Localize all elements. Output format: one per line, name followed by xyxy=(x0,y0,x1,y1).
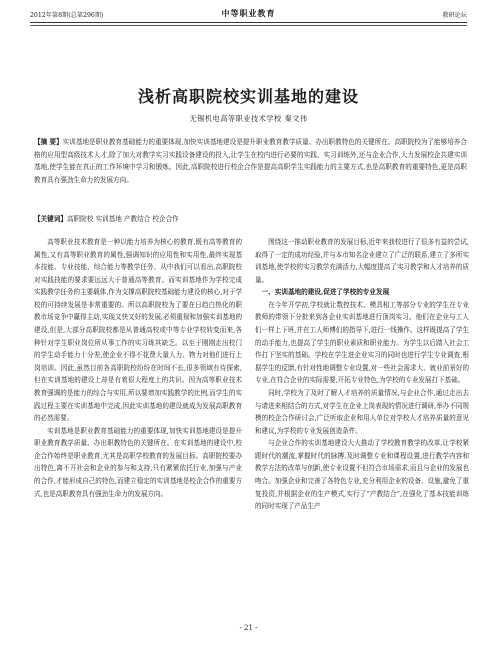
keywords-label: 【关键词】 xyxy=(34,215,67,223)
abstract-text: 实训基地是职业教育基础能力的重要体现,加快实训基地建设是提升职业教育教学质量、办出职教特色的关键所在。高职院校为了能够培养合格的应用型高级技术人才,除了加大对教学实习实践设备建设的投入,让学生在校内进行必要的实践、实习训练外,还与企业合作,大力发展校企共建实训基地,使学生能在真正的工作环境中学习和锻炼。因此,高职院校进行校企合作是提高高职学生实践能力的主要方式,也是高职教育的重要特色,更是高职教育具有强劲生命力的发展方向。 xyxy=(34,138,467,184)
section-heading: 一、实训基地的建设,促进了学校的专业发展 xyxy=(261,288,390,297)
abstract-label: 【摘 要】 xyxy=(34,138,63,146)
left-column xyxy=(34,236,242,500)
body-paragraph: 同时,学校为了及时了解人才培养的质量情况,与企业合作,通过走出去与请进来相结合的方式,对学生在企业上岗表现的情况进行调研,举办不同规模的校企合作研讨会,广泛听取企业和用人单位对学校人才培养质量的意见和建议,为学校的专业发展创造条件。 xyxy=(255,388,469,435)
abstract xyxy=(34,136,467,186)
body-paragraph: 在今年开学初,学校就让数控技术、模具相工等部分专业的学生在专业教师的带领下分批来到各企业实训基地进行顶岗实习。他们在企业与工人们一样上下班,并在工人师傅们的指导下,进行一线操作。这样既提高了学生的动手能力,也提高了学生的职业素质和职业能力。为学生以后踏入社会工作打下坚实的基础。学校在学生进企业实习的同时也进行学生专业调查,根据学生的反馈,有针对性地调整专业设置,对一些社会需求大、就业前景好的专业,在符合企业的实际需要,开拓专业特色,为学校的专业发展打下基础。 xyxy=(255,300,469,385)
running-header xyxy=(30,8,467,20)
right-column xyxy=(255,236,469,513)
body-paragraph: 实训基地是职业教育基础能力的重要体现,加快实训基地建设是提升职业教育教学质量、办出职教特色的关键所在。在实训基地的建设中,校企合作始终是职业教育,尤其是高职学校教育的发展目标。高职院校要办出特色,离不开社会和企业的参与和支持,只有紧紧依托行业,加强与产业的合作,才能形成自己的特色,而建立稳定的实训基地是校企合作的重要方式,也是高职教育具有强劲生命力的发展方向。 xyxy=(34,426,242,498)
section-name: 教研论坛 xyxy=(442,12,467,19)
body-paragraph: 围绕这一推动职业教育的发展目标,近年来我校进行了很多有益的尝试,取得了一定的成功经验,并与本市知名企业建立了广泛的联系,建立了多所实训基地,使学校的实习教学充满活力,大幅度提高了实习教学和人才培养的质量。 xyxy=(255,238,469,284)
article-title: 浅析高职院校实训基地的建设 xyxy=(137,87,359,106)
header-rule-thin xyxy=(30,25,467,26)
issue-info: 2012年第8期(总第296期) xyxy=(30,12,104,19)
keywords-text: 高职院校 实训基地 产教结合 校企合作 xyxy=(66,215,179,223)
header-rule-thick xyxy=(30,22,467,23)
page-number: - 21 - xyxy=(239,624,258,632)
article-author: 无锡机电高等职业技术学校 秦文伟 xyxy=(189,114,308,123)
journal-name: 中等职业教育 xyxy=(221,8,276,18)
body-paragraph: 高等职业技术教育是一种以能力培养为核心的教育,既有高等教育的属性,又有高等职业教育的属性,强调知识的应用性和实用性,最终实现基本技能、专业技能、综合能力等教学任务。从中我们可以看出,高职院校对实践技能的要求要远远大于普通高等教育。而实训基地作为学校完成实践教学任务的主要载体,作为支撑高职院校基础能力建设的核心,对于学校的可持续发展是非常重要的。所以高职院校为了要在日趋白热化的职教市场竞争中赢得主动,实现又快又好的发展,必须重视和加强实训基地的建设,但是,大部分高职院校都是从普通高校或中等专业学校转变而来,各种针对学生职业岗位所从事工作的实习练其缺乏。以至于刚刚走出校门的学生动手能力十分差,使企业不得不花费大量人力、物力对他们进行上岗培训。因此,虽然目前各高职院校纷纷在时间不长,很多领域有待探索,但在实训基地的建设上却是有着很大程度上的共识。因为高等职业技术教育强调的是能力的综合与实用,所以要增加实践教学的比例,而学生的实践过程主要在实训基地中完成,因此实训基地的建设就成为发展高职教育的必然需要。 xyxy=(34,238,242,423)
keywords xyxy=(34,213,467,223)
body-paragraph: 与企业合作的实训基地建设大大推动了学校教育教学的改革,让学校紧跟时代的潮流,掌握时代的脉搏,及时调整专业和课程设置,进行教学内容和教学方法的改革与创新,使专业设置不但符合市场需求,而且与企业的发展也吻合。加强企业和完善了各特色专业,充分利用企业的设备、设施,避免了重复投资,并根据企业的生产模式,实行了“产教结合”,在强化了基本技能训练的同时实现了产品生产 xyxy=(255,439,469,511)
